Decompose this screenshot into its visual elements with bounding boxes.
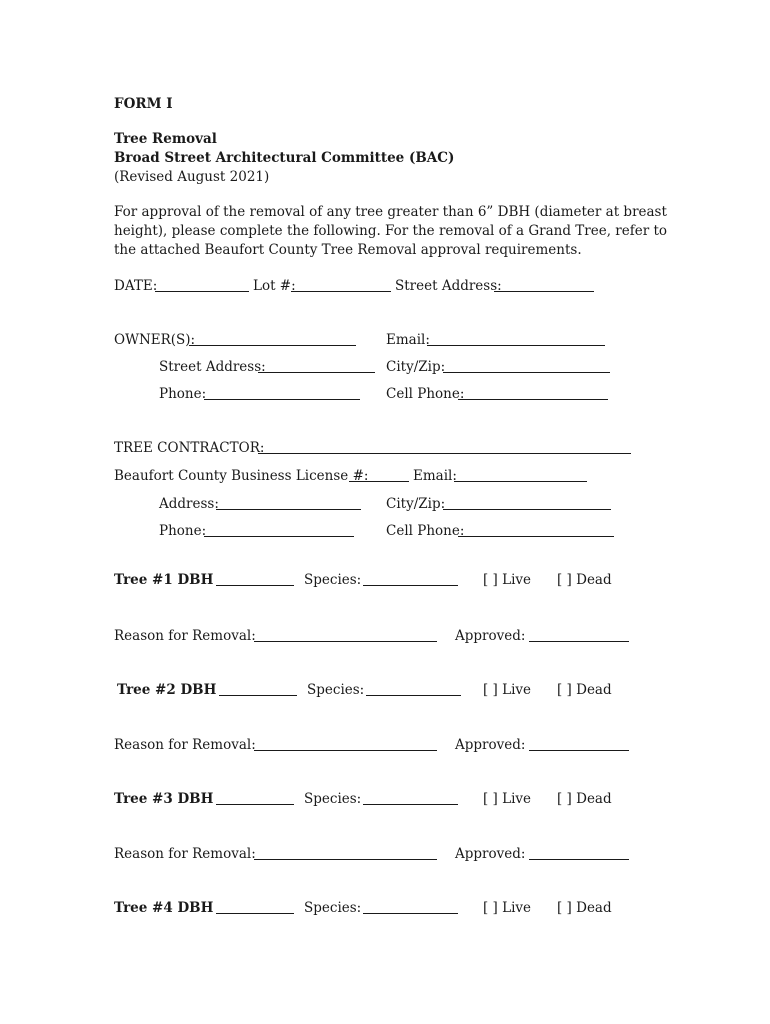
tree3-species-field[interactable] — [363, 804, 458, 805]
reason3-label: Reason for Removal: — [114, 846, 256, 862]
owner-phone-label: Phone: — [159, 386, 207, 402]
form-label: FORM I — [114, 96, 173, 112]
contractor-cityzip-field[interactable] — [443, 509, 611, 510]
contractor-cityzip-label: City/Zip: — [386, 496, 446, 512]
license-label: Beaufort County Business License #: — [114, 468, 369, 484]
owner-email-label: Email: — [386, 332, 430, 348]
owner-street-label: Street Address: — [159, 359, 266, 375]
tree3-dead-checkbox[interactable]: [ ] Dead — [557, 791, 612, 807]
form-title: Tree Removal — [114, 131, 217, 147]
tree2-species-label: Species: — [307, 682, 365, 698]
reason2-label: Reason for Removal: — [114, 737, 256, 753]
tree2-label: Tree #2 DBH — [117, 682, 217, 698]
approved3-label: Approved: — [455, 846, 526, 862]
tree4-species-label: Species: — [304, 900, 362, 916]
tree4-label: Tree #4 DBH — [114, 900, 214, 916]
contractor-label: TREE CONTRACTOR: — [114, 440, 265, 456]
tree4-species-field[interactable] — [363, 913, 458, 914]
revision-note: (Revised August 2021) — [114, 169, 270, 185]
tree1-dbh-field[interactable] — [216, 585, 294, 586]
owner-street-field[interactable] — [258, 372, 375, 373]
reason3-field[interactable] — [254, 859, 437, 860]
contractor-email-field[interactable] — [454, 481, 587, 482]
intro-paragraph: For approval of the removal of any tree greater than 6” DBH (diameter at breast height), please complete the following. For the removal of a Grand Tree, refer to the attached Beaufort County Tree Removal approval requirements. — [114, 204, 668, 258]
approved1-label: Approved: — [455, 628, 526, 644]
contractor-cell-label: Cell Phone: — [386, 523, 465, 539]
committee-name: Broad Street Architectural Committee (BAC) — [114, 150, 455, 166]
approved1-field[interactable] — [529, 641, 629, 642]
owner-email-field[interactable] — [427, 345, 605, 346]
tree3-label: Tree #3 DBH — [114, 791, 214, 807]
reason2-field[interactable] — [254, 750, 437, 751]
contractor-address-field[interactable] — [216, 509, 361, 510]
owner-cell-field[interactable] — [458, 399, 608, 400]
tree3-species-label: Species: — [304, 791, 362, 807]
approved2-field[interactable] — [529, 750, 629, 751]
tree4-live-checkbox[interactable]: [ ] Live — [483, 900, 532, 916]
approved3-field[interactable] — [529, 859, 629, 860]
contractor-cell-field[interactable] — [458, 536, 614, 537]
tree3-dbh-field[interactable] — [216, 804, 294, 805]
approved2-label: Approved: — [455, 737, 526, 753]
tree1-live-checkbox[interactable]: [ ] Live — [483, 572, 532, 588]
owners-label: OWNER(S): — [114, 332, 196, 348]
tree1-species-label: Species: — [304, 572, 362, 588]
owner-cityzip-field[interactable] — [443, 372, 610, 373]
contractor-phone-field[interactable] — [204, 536, 354, 537]
tree2-species-field[interactable] — [366, 695, 461, 696]
owner-cell-label: Cell Phone: — [386, 386, 465, 402]
tree1-species-field[interactable] — [363, 585, 458, 586]
owner-phone-field[interactable] — [204, 399, 360, 400]
reason1-field[interactable] — [254, 641, 437, 642]
tree2-dead-checkbox[interactable]: [ ] Dead — [557, 682, 612, 698]
tree4-dead-checkbox[interactable]: [ ] Dead — [557, 900, 612, 916]
tree2-live-checkbox[interactable]: [ ] Live — [483, 682, 532, 698]
tree3-live-checkbox[interactable]: [ ] Live — [483, 791, 532, 807]
contractor-email-label: Email: — [413, 468, 457, 484]
contractor-address-label: Address: — [159, 496, 219, 512]
tree1-dead-checkbox[interactable]: [ ] Dead — [557, 572, 612, 588]
date-field[interactable] — [155, 291, 249, 292]
reason1-label: Reason for Removal: — [114, 628, 256, 644]
lot-label: Lot #: — [253, 278, 296, 294]
owner-cityzip-label: City/Zip: — [386, 359, 446, 375]
tree1-label: Tree #1 DBH — [114, 572, 214, 588]
street-address-field[interactable] — [494, 291, 594, 292]
tree4-dbh-field[interactable] — [216, 913, 294, 914]
license-field[interactable] — [349, 481, 409, 482]
owners-field[interactable] — [189, 345, 356, 346]
contractor-phone-label: Phone: — [159, 523, 207, 539]
street-address-label: Street Address: — [395, 278, 502, 294]
tree2-dbh-field[interactable] — [219, 695, 297, 696]
date-label: DATE: — [114, 278, 158, 294]
lot-field[interactable] — [291, 291, 391, 292]
contractor-field[interactable] — [258, 453, 631, 454]
